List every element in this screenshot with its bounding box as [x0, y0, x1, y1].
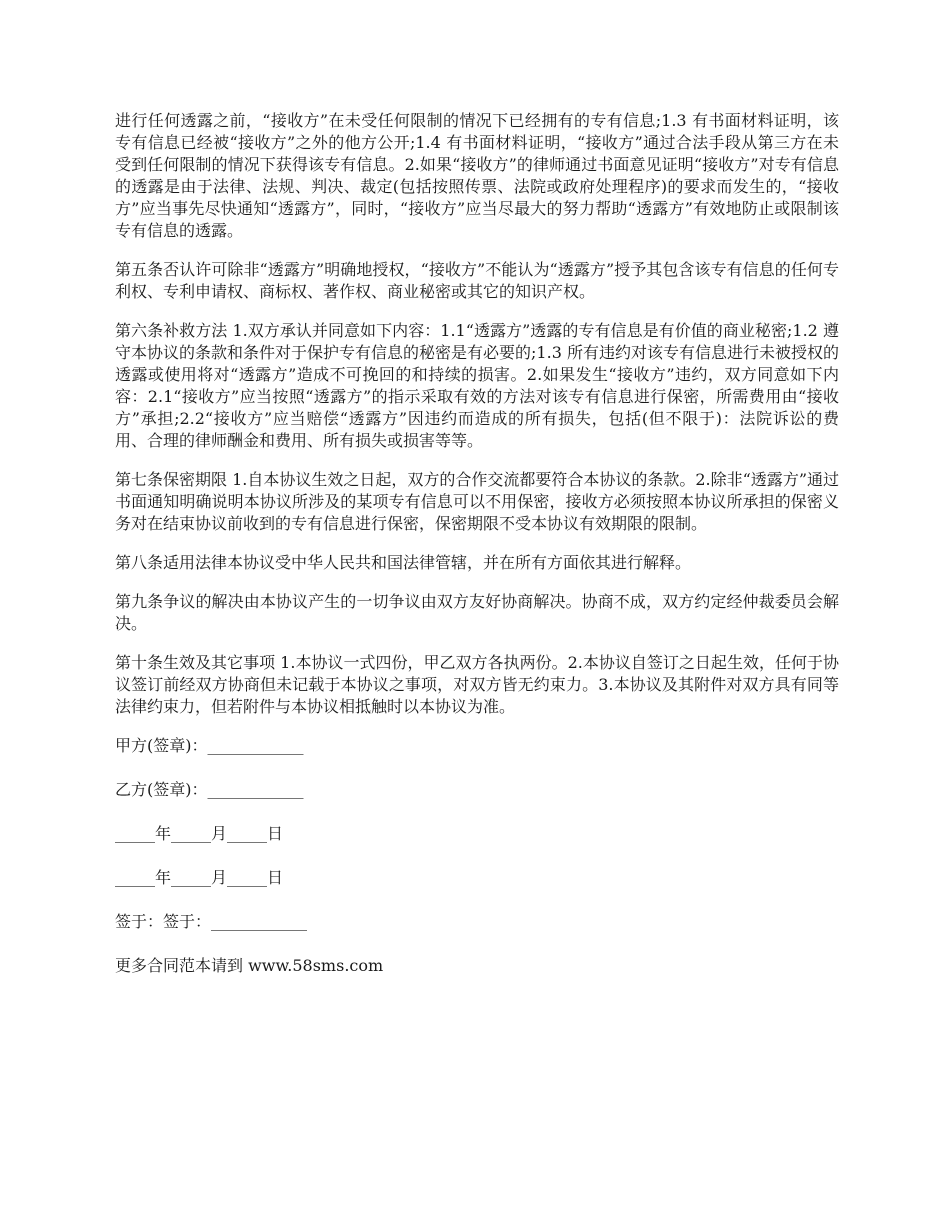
date-line-1: _____年_____月_____日 — [115, 824, 284, 843]
paragraph-article-5: 第五条否认许可除非“透露方”明确地授权，“接收方”不能认为“透露方”授予其包含该专有信息的任何专利权、专利申请权、商标权、著作权、商业秘密或其它的知识产权。 — [115, 260, 839, 301]
paragraph-article-8: 第八条适用法律本协议受中华人民共和国法律管辖，并在所有方面依其进行解释。 — [115, 553, 692, 572]
paragraph-article-10: 第十条生效及其它事项 1.本协议一式四份，甲乙双方各执两份。2.本协议自签订之日起生效，任何于协议签订前经双方协商但未记载于本协议之事项，对双方皆无约束力。3.本协议及其附件对双方具有同等法律约束力，但若附件与本协议相抵触时以本协议为准。 — [115, 653, 839, 716]
signed-at-line: 签于：签于：____________ — [115, 912, 308, 931]
document-body — [115, 110, 839, 977]
paragraph-article-6: 第六条补救方法 1.双方承认并同意如下内容：1.1“透露方”透露的专有信息是有价值的商业秘密;1.2 遵守本协议的条款和条件对于保护专有信息的秘密是有必要的;1.3 所有违约对该专有信息进行未被授权的透露或使用将对“透露方”造成不可挽回的和持续的损害。2.如果发生“接收方”违约，双方同意如下内容：2.1“接收方”应当按照“透露方”的指示采取有效的方法对该专有信息进行保密，所需费用由“接收方”承担;2.2“接收方”应当赔偿“透露方”因违约而造成的所有损失，包括(但不限于)：法院诉讼的费用、合理的律师酬金和费用、所有损失或损害等等。 — [115, 321, 839, 450]
footer-text: 更多合同范本请到 www.58sms.com — [115, 956, 384, 975]
date-line-2: _____年_____月_____日 — [115, 868, 284, 887]
paragraph-article-7: 第七条保密期限 1.自本协议生效之日起，双方的合作交流都要符合本协议的条款。2.除非“透露方”通过书面通知明确说明本协议所涉及的某项专有信息可以不用保密，接收方必须按照本协议所承担的保密义务对在结束协议前收到的专有信息进行保密，保密期限不受本协议有效期限的限制。 — [115, 470, 839, 533]
paragraph-confidentiality-exceptions: 进行任何透露之前，“接收方”在未受任何限制的情况下已经拥有的专有信息;1.3 有书面材料证明，该专有信息已经被“接收方”之外的他方公开;1.4 有书面材料证明，“接收方”通过合法手段从第三方在未受到任何限制的情况下获得该专有信息。2.如果“接收方”的律师通过书面意见证明“接收方”对专有信息的透露是由于法律、法规、判决、裁定(包括按照传票、法院或政府处理程序)的要求而发生的，“接收方”应当事先尽快通知“透露方”，同时，“接收方”应当尽最大的努力帮助“透露方”有效地防止或限制该专有信息的透露。 — [115, 111, 839, 240]
party-a-signature-line: 甲方(签章)：____________ — [115, 736, 304, 755]
party-b-signature-line: 乙方(签章)：____________ — [115, 780, 304, 799]
paragraph-article-9: 第九条争议的解决由本协议产生的一切争议由双方友好协商解决。协商不成，双方约定经仲裁委员会解决。 — [115, 592, 839, 633]
